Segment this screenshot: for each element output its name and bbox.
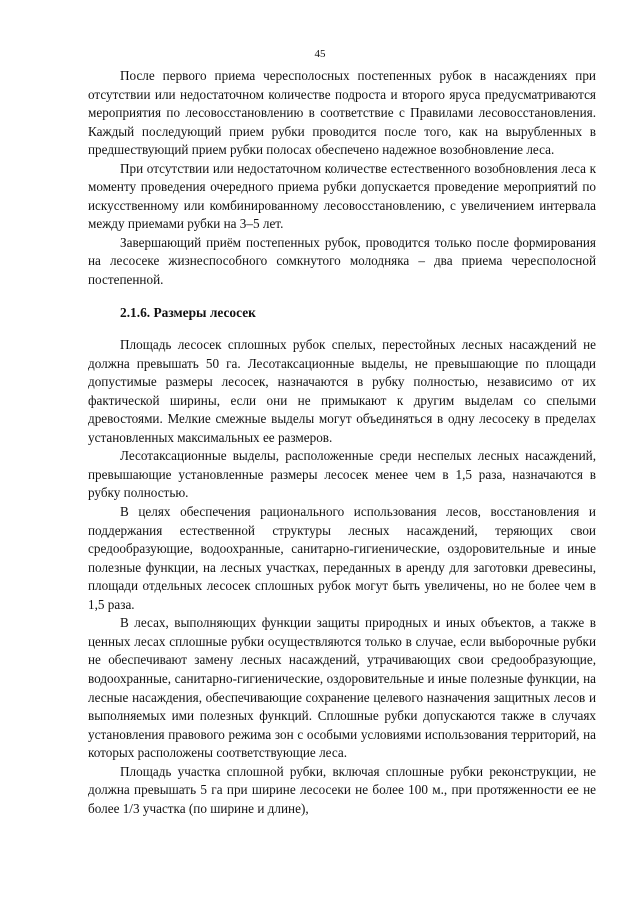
paragraph-final-cutting: Завершающий приём постепенных рубок, проводится только после формирования на лесосеке жизнеспособного сомкнутого молодняка – два приема чересполосной постепенной. bbox=[88, 234, 596, 288]
paragraph-strip-cutting-reforestation: После первого приема чересполосных постепенных рубок в насаждениях при отсутствии или недостаточном количестве подроста и второго яруса предусматриваются мероприятия по лесовосстановлению в соответствие с Правилами лесовосстановления. Каждый последующий прием рубки проводится после того, как на вырубленных в предшествующий прием рубки полосах обеспечено надежное возобновление леса. bbox=[88, 68, 596, 158]
page-number: 45 bbox=[314, 48, 326, 60]
paragraph-immature-stands: Лесотаксационные выделы, расположенные среди неспелых лесных насаждений, превышающие установленные размеры лесосек менее чем в 1,5 раза, назначаются в рубку полностью. bbox=[88, 448, 596, 501]
paragraph-cutting-area-limit: Площадь лесосек сплошных рубок спелых, перестойных лесных насаждений не должна превышать 50 га. Лесотаксационные выделы, не превышающие по площади допустимые размеры лесосек, назначаются в рубку полностью, независимо от их фактической ширины, если они не примыкают к другим выделам со спелыми древостоями. Мелкие смежные выделы могут объединяться в одну лесосеку в пределах установленных максимальных ее размеров. bbox=[88, 337, 596, 445]
spacer bbox=[88, 290, 596, 304]
paragraph-clear-cutting-area: Площадь участка сплошной рубки, включая сплошные рубки реконструкции, не должна превышать 5 га при ширине лесосеки не более 100 м., при протяженности ее не более 1/3 участка (по ширине и длине), bbox=[88, 763, 596, 816]
spacer bbox=[88, 322, 596, 336]
paragraph-area-increase: В целях обеспечения рационального использования лесов, восстановления и поддержания естественной структуры лесных насаждений, теряющих свои средообразующие, водоохранные, санитарно-гигиенические, оздоровительные и иные полезные функции, на лесных участках, переданных в аренду для заготовки древесины, площади отдельных лесосек сплошных рубок могут быть увеличены, но не более чем в 1,5 раза. bbox=[88, 504, 596, 612]
section-heading: 2.1.6. Размеры лесосек bbox=[120, 304, 256, 320]
paragraph-protective-forests: В лесах, выполняющих функции защиты природных и иных объектов, а также в ценных лесах сплошные рубки осуществляются только в случае, если выборочные рубки не обеспечивают замену лесных насаждений, утрачивающих свои средообразующие, водоохранные, санитарно-гигиенические, оздоровительные и иные полезные функции, на лесные насаждения, обеспечивающие сохранение целевого назначения защитных лесов и выполняемых ими полезных функций. Сплошные рубки допускаются также в случаях установления правового режима зон с особыми условиями использования территорий, на которых расположены соответствующие леса. bbox=[88, 615, 596, 761]
paragraph-artificial-reforestation: При отсутствии или недостаточном количестве естественного возобновления леса к моменту проведения очередного приема рубки допускается проведение мероприятий по искусственному или комбинированному лесовосстановлению, с увеличением интервала между приемами рубки на 3–5 лет. bbox=[88, 160, 596, 232]
document-body bbox=[88, 67, 596, 818]
